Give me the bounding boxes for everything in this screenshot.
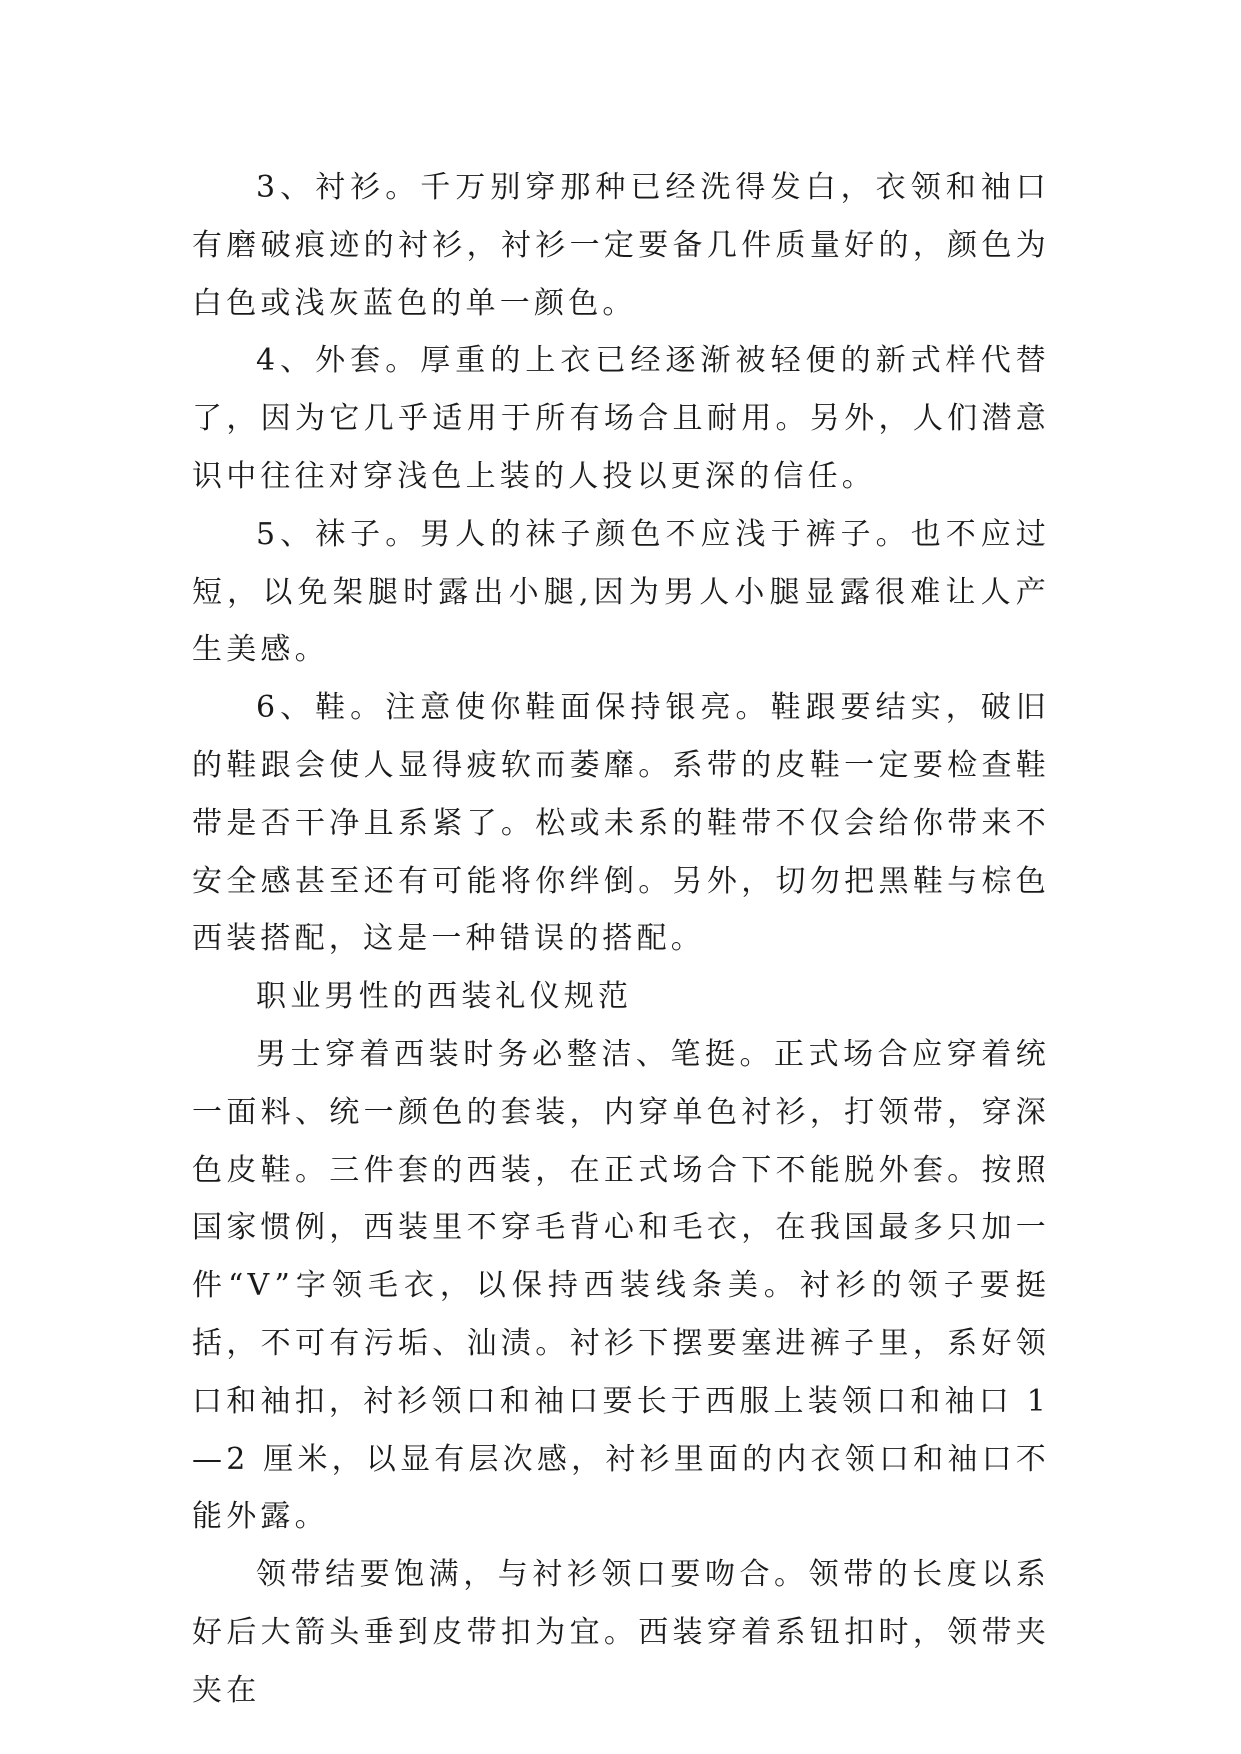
paragraph-tie: 领带结要饱满，与衬衫领口要吻合。领带的长度以系好后大箭头垂到皮带扣为宜。西装穿着系钮扣时，领带夹夹在 (192, 1557, 1050, 1708)
section-heading: 职业男性的西装礼仪规范 (256, 979, 633, 1015)
paragraph-suit-etiquette: 男士穿着西装时务必整洁、笔挺。正式场合应穿着统一面料、统一颜色的套装，内穿单色衬衫，打领带，穿深色皮鞋。三件套的西装，在正式场合下不能脱外套。按照国家惯例，西装里不穿毛背心和毛衣，在我国最多只加一件“V”字领毛衣，以保持西装线条美。衬衫的领子要挺括，不可有污垢、汕渍。衬衫下摆要塞进裤子里，系好领口和袖扣，衬衫领口和袖口要长于西服上装领口和袖口 1—2 厘米，以显有层次感，衬衫里面的内衣领口和袖口不能外露。 (192, 1036, 1050, 1535)
paragraph-shirt: 3、衬衫。千万别穿那种已经洗得发白，衣领和袖口有磨破痕迹的衬衫，衬衫一定要备几件质量好的，颜色为白色或浅灰蓝色的单一颜色。 (192, 170, 1050, 321)
paragraph-socks: 5、袜子。男人的袜子颜色不应浅于裤子。也不应过短，以免架腿时露出小腿,因为男人小腿显露很难让人产生美感。 (192, 516, 1050, 668)
document-body (192, 159, 1050, 1720)
paragraph-coat: 4、外套。厚重的上衣已经逐渐被轻便的新式样代替了，因为它几乎适用于所有场合且耐用。另外，人们潜意识中往往对穿浅色上装的人投以更深的信任。 (192, 343, 1050, 494)
paragraph-shoes: 6、鞋。注意使你鞋面保持银亮。鞋跟要结实，破旧的鞋跟会使人显得疲软而萎靡。系带的皮鞋一定要检查鞋带是否干净且系紧了。松或未系的鞋带不仅会给你带来不安全感甚至还有可能将你绊倒。另外，切勿把黑鞋与棕色西装搭配，这是一种错误的搭配。 (192, 690, 1050, 957)
